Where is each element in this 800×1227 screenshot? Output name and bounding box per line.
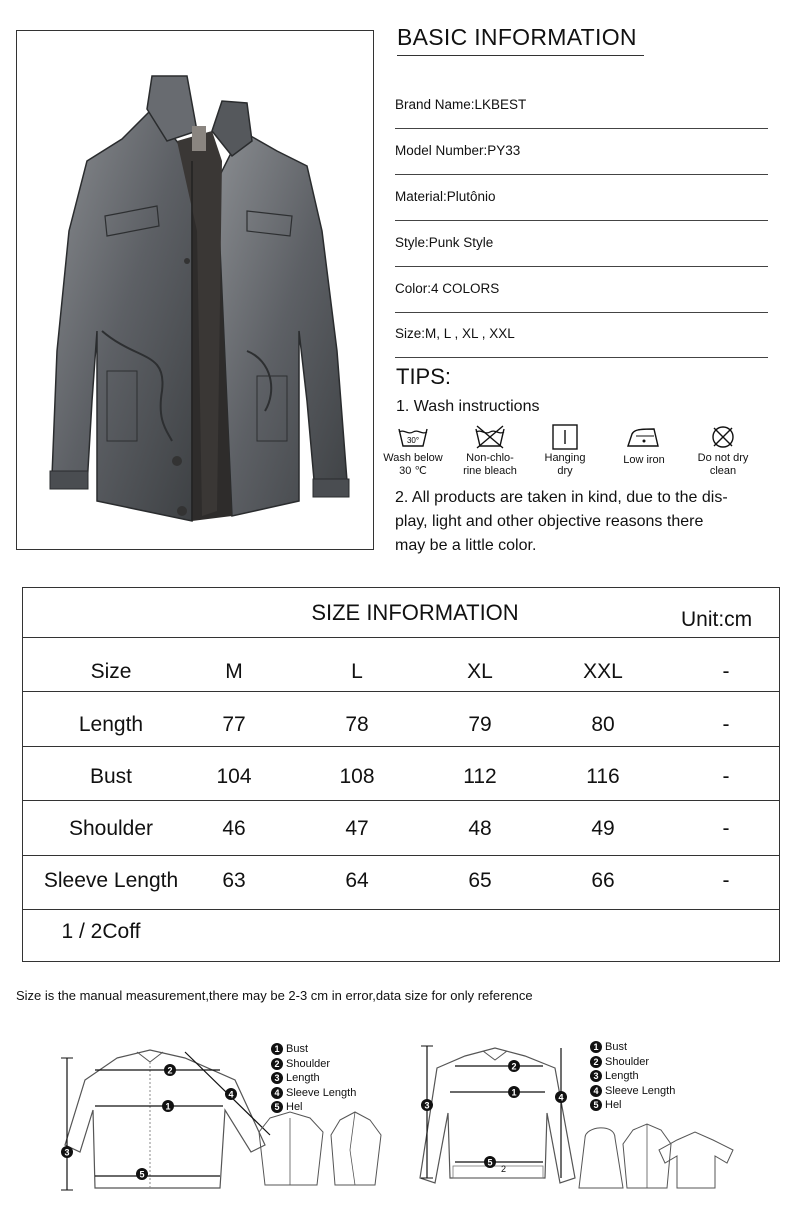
row-sleeve-extra: - [722, 869, 730, 892]
marker-4: 4 [228, 1089, 234, 1100]
row-length-xl: 79 [468, 713, 492, 736]
hanging-dry-icon [548, 424, 582, 450]
care-wash-line2: 30 ℃ [399, 465, 427, 477]
hem-label: 2 [501, 1164, 507, 1174]
size-unit: Unit:cm [681, 608, 753, 631]
care-hang-line2: dry [557, 465, 573, 477]
row-sleeve-label: Sleeve Length [43, 869, 179, 892]
care-bleach-line2: rine bleach [463, 465, 517, 477]
shirt-measure-diagram [55, 1040, 385, 1225]
row-shoulder-l: 47 [345, 817, 369, 840]
no-dry-clean-icon [706, 424, 740, 450]
row-sleeve-xl: 65 [468, 869, 492, 892]
row-bust-xl: 112 [463, 765, 497, 788]
size-table-title: SIZE INFORMATION [311, 600, 519, 625]
svg-text:30°: 30° [406, 436, 420, 445]
table-footer-note: 1 / 2Coff [61, 920, 141, 943]
legend-left-item: 1 Bust [271, 1042, 356, 1057]
row-shoulder-xxl: 49 [591, 817, 615, 840]
care-iron-line1: Low iron [623, 454, 665, 466]
legend-right-item: 5 Hel [590, 1098, 675, 1113]
info-row-brand [395, 83, 768, 129]
marker-3: 3 [424, 1100, 430, 1111]
row-shoulder-extra: - [722, 817, 730, 840]
color-disclaimer-line1: 2. All products are taken in kind, due to the dis- [395, 489, 728, 506]
info-brand-text: Brand Name:LKBEST [395, 97, 527, 112]
low-iron-icon [624, 424, 664, 450]
table-divider [22, 855, 780, 856]
legend-right-item: 1 Bust [590, 1040, 675, 1055]
basic-info-title: BASIC INFORMATION [397, 24, 637, 50]
legend-right-item: 4 Sleeve Length [590, 1084, 675, 1099]
header-xl: XL [467, 660, 493, 683]
wash-30-icon [396, 424, 430, 450]
row-length-m: 77 [222, 713, 246, 736]
info-material-text: Material:Plutônio [395, 189, 496, 204]
marker-5: 5 [487, 1157, 493, 1168]
info-row-style [395, 221, 768, 267]
care-wash-line1: Wash below [383, 452, 443, 464]
color-disclaimer [395, 486, 775, 558]
legend-left-item: 4 Sleeve Length [271, 1086, 356, 1101]
row-length-xxl: 80 [591, 713, 615, 736]
marker-2: 2 [511, 1061, 517, 1072]
header-m: M [225, 660, 243, 683]
info-color-text: Color:4 COLORS [395, 281, 500, 296]
legend-left [271, 1042, 356, 1115]
row-shoulder-xl: 48 [468, 817, 492, 840]
marker-1: 1 [165, 1101, 171, 1112]
care-low-iron [609, 424, 679, 467]
color-disclaimer-line3: may be a little color. [395, 537, 537, 554]
sweater-outline-icon [415, 1038, 755, 1225]
row-bust-l: 108 [339, 765, 375, 788]
legend-right-item: 3 Length [590, 1069, 675, 1084]
row-sleeve-xxl: 66 [591, 869, 615, 892]
row-bust-label: Bust [89, 765, 133, 788]
row-shoulder-label: Shoulder [68, 817, 154, 840]
info-size-text: Size:M, L , XL , XXL [395, 326, 515, 341]
table-divider [22, 746, 780, 747]
row-sleeve-l: 64 [345, 869, 369, 892]
legend-left-item: 2 Shoulder [271, 1057, 356, 1072]
measurement-note: Size is the manual measurement,there may be 2-3 cm in error,data size for only reference [16, 988, 533, 1003]
info-row-model [395, 129, 768, 175]
title-underline [397, 55, 644, 56]
table-divider [22, 637, 780, 638]
legend-right-item: 2 Shoulder [590, 1055, 675, 1070]
product-photo [16, 30, 374, 550]
marker-1: 1 [511, 1087, 517, 1098]
info-row-color [395, 267, 768, 313]
header-xxl: XXL [583, 660, 623, 683]
row-length-extra: - [722, 713, 730, 736]
care-no-dry-clean [688, 424, 758, 478]
table-divider [22, 909, 780, 910]
care-bleach-line1: Non-chlo- [466, 452, 514, 464]
row-sleeve-m: 63 [222, 869, 246, 892]
header-size: Size [90, 660, 132, 683]
header-extra: - [722, 660, 730, 683]
jacket-image [17, 31, 373, 549]
header-l: L [351, 660, 363, 683]
row-length-label: Length [78, 713, 144, 736]
info-row-material [395, 175, 768, 221]
table-divider [22, 800, 780, 801]
marker-2: 2 [167, 1065, 173, 1076]
legend-left-item: 3 Length [271, 1071, 356, 1086]
info-model-text: Model Number:PY33 [395, 143, 521, 158]
wash-instructions-heading: 1. Wash instructions [396, 398, 540, 415]
row-shoulder-m: 46 [222, 817, 246, 840]
care-hanging-dry [530, 424, 600, 478]
no-bleach-icon [473, 424, 507, 450]
legend-right [590, 1040, 675, 1113]
care-no-bleach [455, 424, 525, 478]
marker-5: 5 [139, 1169, 145, 1180]
care-wash-30 [378, 424, 448, 478]
row-length-l: 78 [345, 713, 369, 736]
care-dryclean-line2: clean [709, 465, 737, 477]
row-bust-extra: - [722, 765, 730, 788]
row-bust-m: 104 [216, 765, 252, 788]
marker-3: 3 [64, 1147, 70, 1158]
tips-title: TIPS: [396, 364, 452, 389]
legend-left-item: 5 Hel [271, 1100, 356, 1115]
care-hang-line1: Hanging [544, 452, 586, 464]
color-disclaimer-line2: play, light and other objective reasons there [395, 513, 704, 530]
table-divider [22, 691, 780, 692]
care-dryclean-line1: Do not dry [697, 452, 749, 464]
info-row-size [395, 312, 768, 358]
marker-4: 4 [558, 1092, 564, 1103]
info-style-text: Style:Punk Style [395, 235, 494, 250]
sweater-measure-diagram [415, 1038, 755, 1225]
row-bust-xxl: 116 [586, 765, 620, 788]
